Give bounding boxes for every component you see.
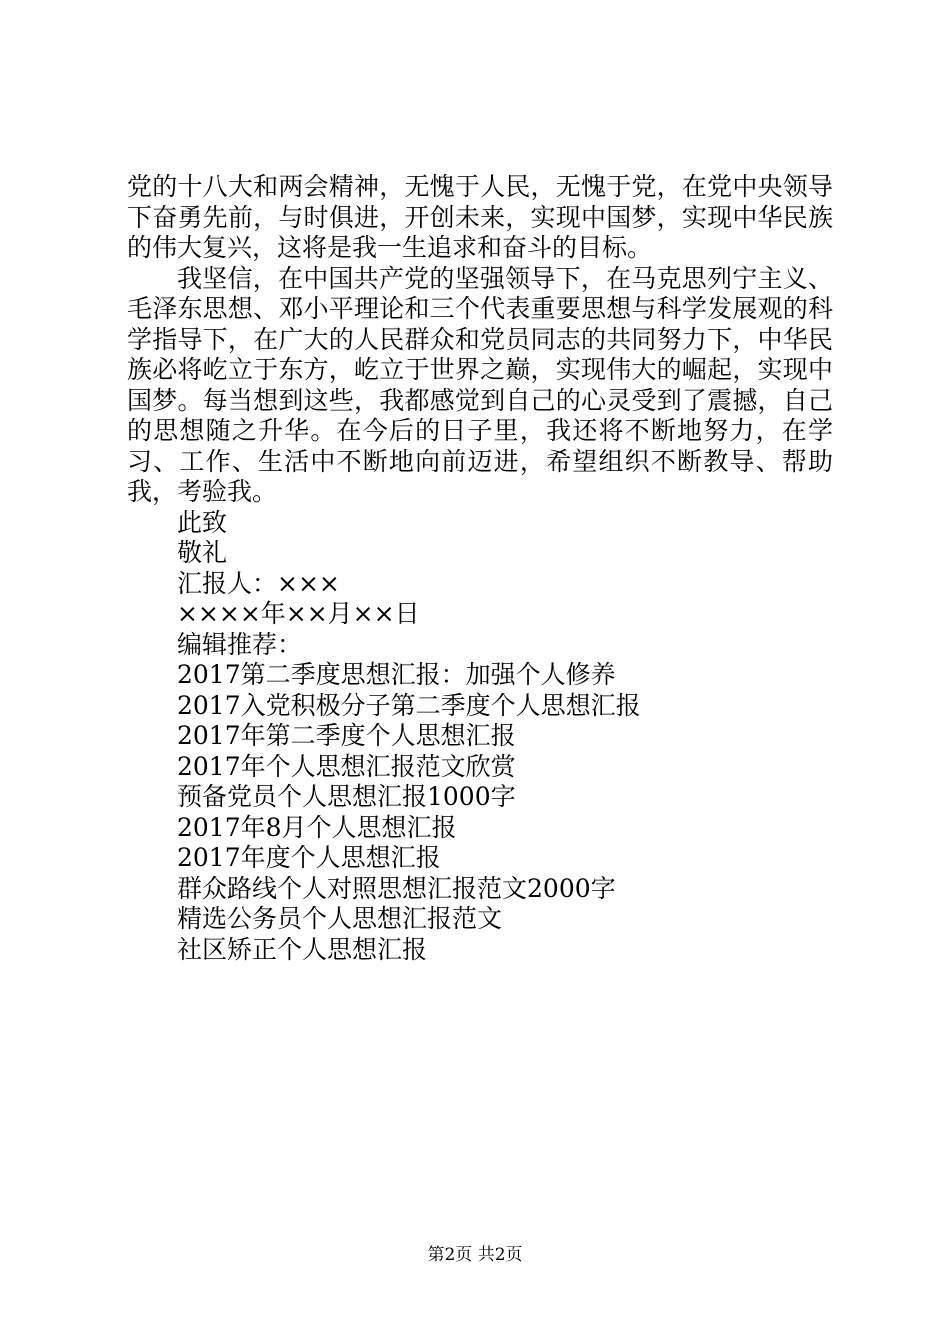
recommend-item[interactable]: 2017年度个人思想汇报 [177,843,441,872]
page-number-footer: 第2页 共2页 [427,1245,523,1265]
paragraph-continuation: 党的十八大和两会精神，无愧于人民，无愧于党，在党中央领导下奋勇先前，与时俱进，开创未来，实现中国梦，实现中华民族的伟大复兴，这将是我一生追求和奋斗的目标。 [127,172,833,262]
salutation-jingli: 敬礼 [177,538,228,567]
recommend-item[interactable]: 2017入党积极分子第二季度个人思想汇报 [177,690,641,720]
reporter-signature: 汇报人：××× [177,568,340,598]
recommend-item[interactable]: 2017第二季度思想汇报：加强个人修养 [177,660,616,689]
salutation-cizhi: 此致 [177,507,228,537]
recommend-item[interactable]: 2017年个人思想汇报范文欣赏 [177,751,516,781]
document-body [127,172,833,965]
recommend-item[interactable]: 社区矫正个人思想汇报 [177,934,428,964]
recommend-heading: 编辑推荐： [177,629,303,659]
recommend-item[interactable]: 群众路线个人对照思想汇报范文2000字 [177,873,616,903]
recommend-item[interactable]: 2017年第二季度个人思想汇报 [177,721,516,750]
paragraph-belief: 我坚信，在中国共产党的坚强领导下，在马克思列宁主义、毛泽东思想、邓小平理论和三个代表重要思想与科学发展观的科学指导下，在广大的人民群众和党员同志的共同努力下，中华民族必将屹立于东方，屹立于世界之巅，实现伟大的崛起，实现中国梦。每当想到这些，我都感觉到自己的心灵受到了震撼，自己的思想随之升华。在今后的日子里，我还将不断地努力，在学习、工作、生活中不断地向前迈进，希望组织不断教导、帮助我，考验我。 [127,263,833,506]
recommend-item[interactable]: 精选公务员个人思想汇报范文 [177,904,503,933]
recommend-item[interactable]: 预备党员个人思想汇报1000字 [177,782,516,811]
closing-block [127,508,833,966]
report-date: ××××年××月××日 [177,599,420,628]
recommend-item[interactable]: 2017年8月个人思想汇报 [177,812,457,842]
